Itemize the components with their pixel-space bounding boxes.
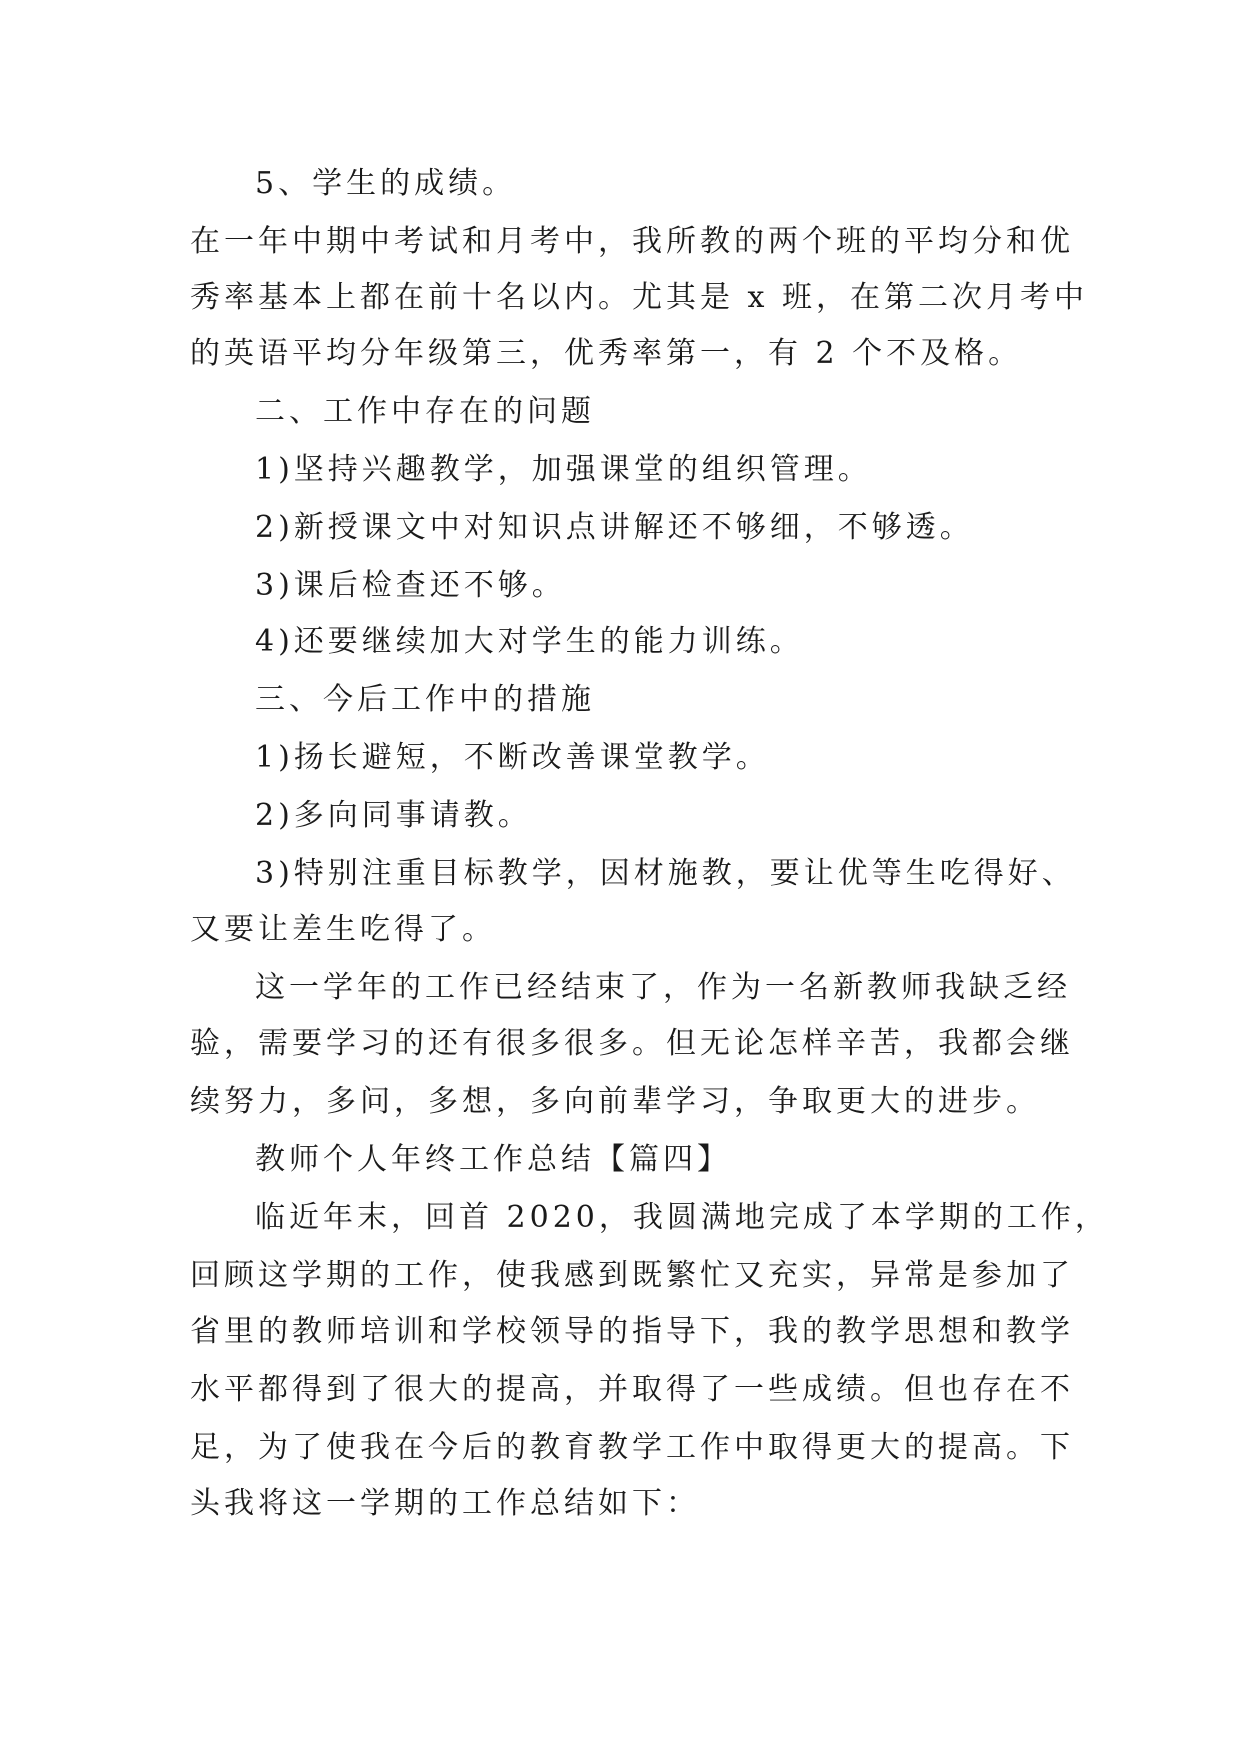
section-title-part-four: 教师个人年终工作总结【篇四】 xyxy=(255,1142,731,1177)
paragraph-review-line-3: 省里的教师培训和学校领导的指导下，我的教学思想和教学 xyxy=(190,1314,1074,1349)
paragraph-exam-results-line-3: 的英语平均分年级第三，优秀率第一，有 2 个不及格。 xyxy=(190,336,1023,371)
measure-item-3-line-1: 3)特别注重目标教学，因材施教，要让优等生吃得好、 xyxy=(255,856,1076,891)
paragraph-student-scores-heading: 5、学生的成绩。 xyxy=(255,166,517,201)
problem-item-1: 1)坚持兴趣教学，加强课堂的组织管理。 xyxy=(255,452,872,487)
measure-item-3-line-2: 又要让差生吃得了。 xyxy=(190,912,496,947)
measure-item-2: 2)多向同事请教。 xyxy=(255,798,532,833)
problem-item-4: 4)还要继续加大对学生的能力训练。 xyxy=(255,624,804,659)
problem-item-2: 2)新授课文中对知识点讲解还不够细，不够透。 xyxy=(255,510,974,545)
paragraph-review-line-6: 头我将这一学期的工作总结如下： xyxy=(190,1486,700,1521)
section-heading-measures: 三、今后工作中的措施 xyxy=(255,682,595,717)
paragraph-review-line-1: 临近年末，回首 2020，我圆满地完成了本学期的工作， xyxy=(255,1200,1109,1235)
paragraph-year-end-line-3: 续努力，多问，多想，多向前辈学习，争取更大的进步。 xyxy=(190,1084,1040,1119)
paragraph-review-line-2: 回顾这学期的工作，使我感到既繁忙又充实，异常是参加了 xyxy=(190,1258,1074,1293)
paragraph-exam-results-line-2: 秀率基本上都在前十名以内。尤其是 x 班，在第二次月考中 xyxy=(190,280,1088,315)
paragraph-year-end-line-1: 这一学年的工作已经结束了，作为一名新教师我缺乏经 xyxy=(255,970,1071,1005)
paragraph-exam-results-line-1: 在一年中期中考试和月考中，我所教的两个班的平均分和优 xyxy=(190,224,1074,259)
paragraph-year-end-line-2: 验，需要学习的还有很多很多。但无论怎样辛苦，我都会继 xyxy=(190,1026,1074,1061)
measure-item-1: 1)扬长避短，不断改善课堂教学。 xyxy=(255,740,770,775)
section-heading-problems: 二、工作中存在的问题 xyxy=(255,394,595,429)
problem-item-3: 3)课后检查还不够。 xyxy=(255,568,566,603)
paragraph-review-line-4: 水平都得到了很大的提高，并取得了一些成绩。但也存在不 xyxy=(190,1372,1074,1407)
paragraph-review-line-5: 足，为了使我在今后的教育教学工作中取得更大的提高。下 xyxy=(190,1430,1074,1465)
